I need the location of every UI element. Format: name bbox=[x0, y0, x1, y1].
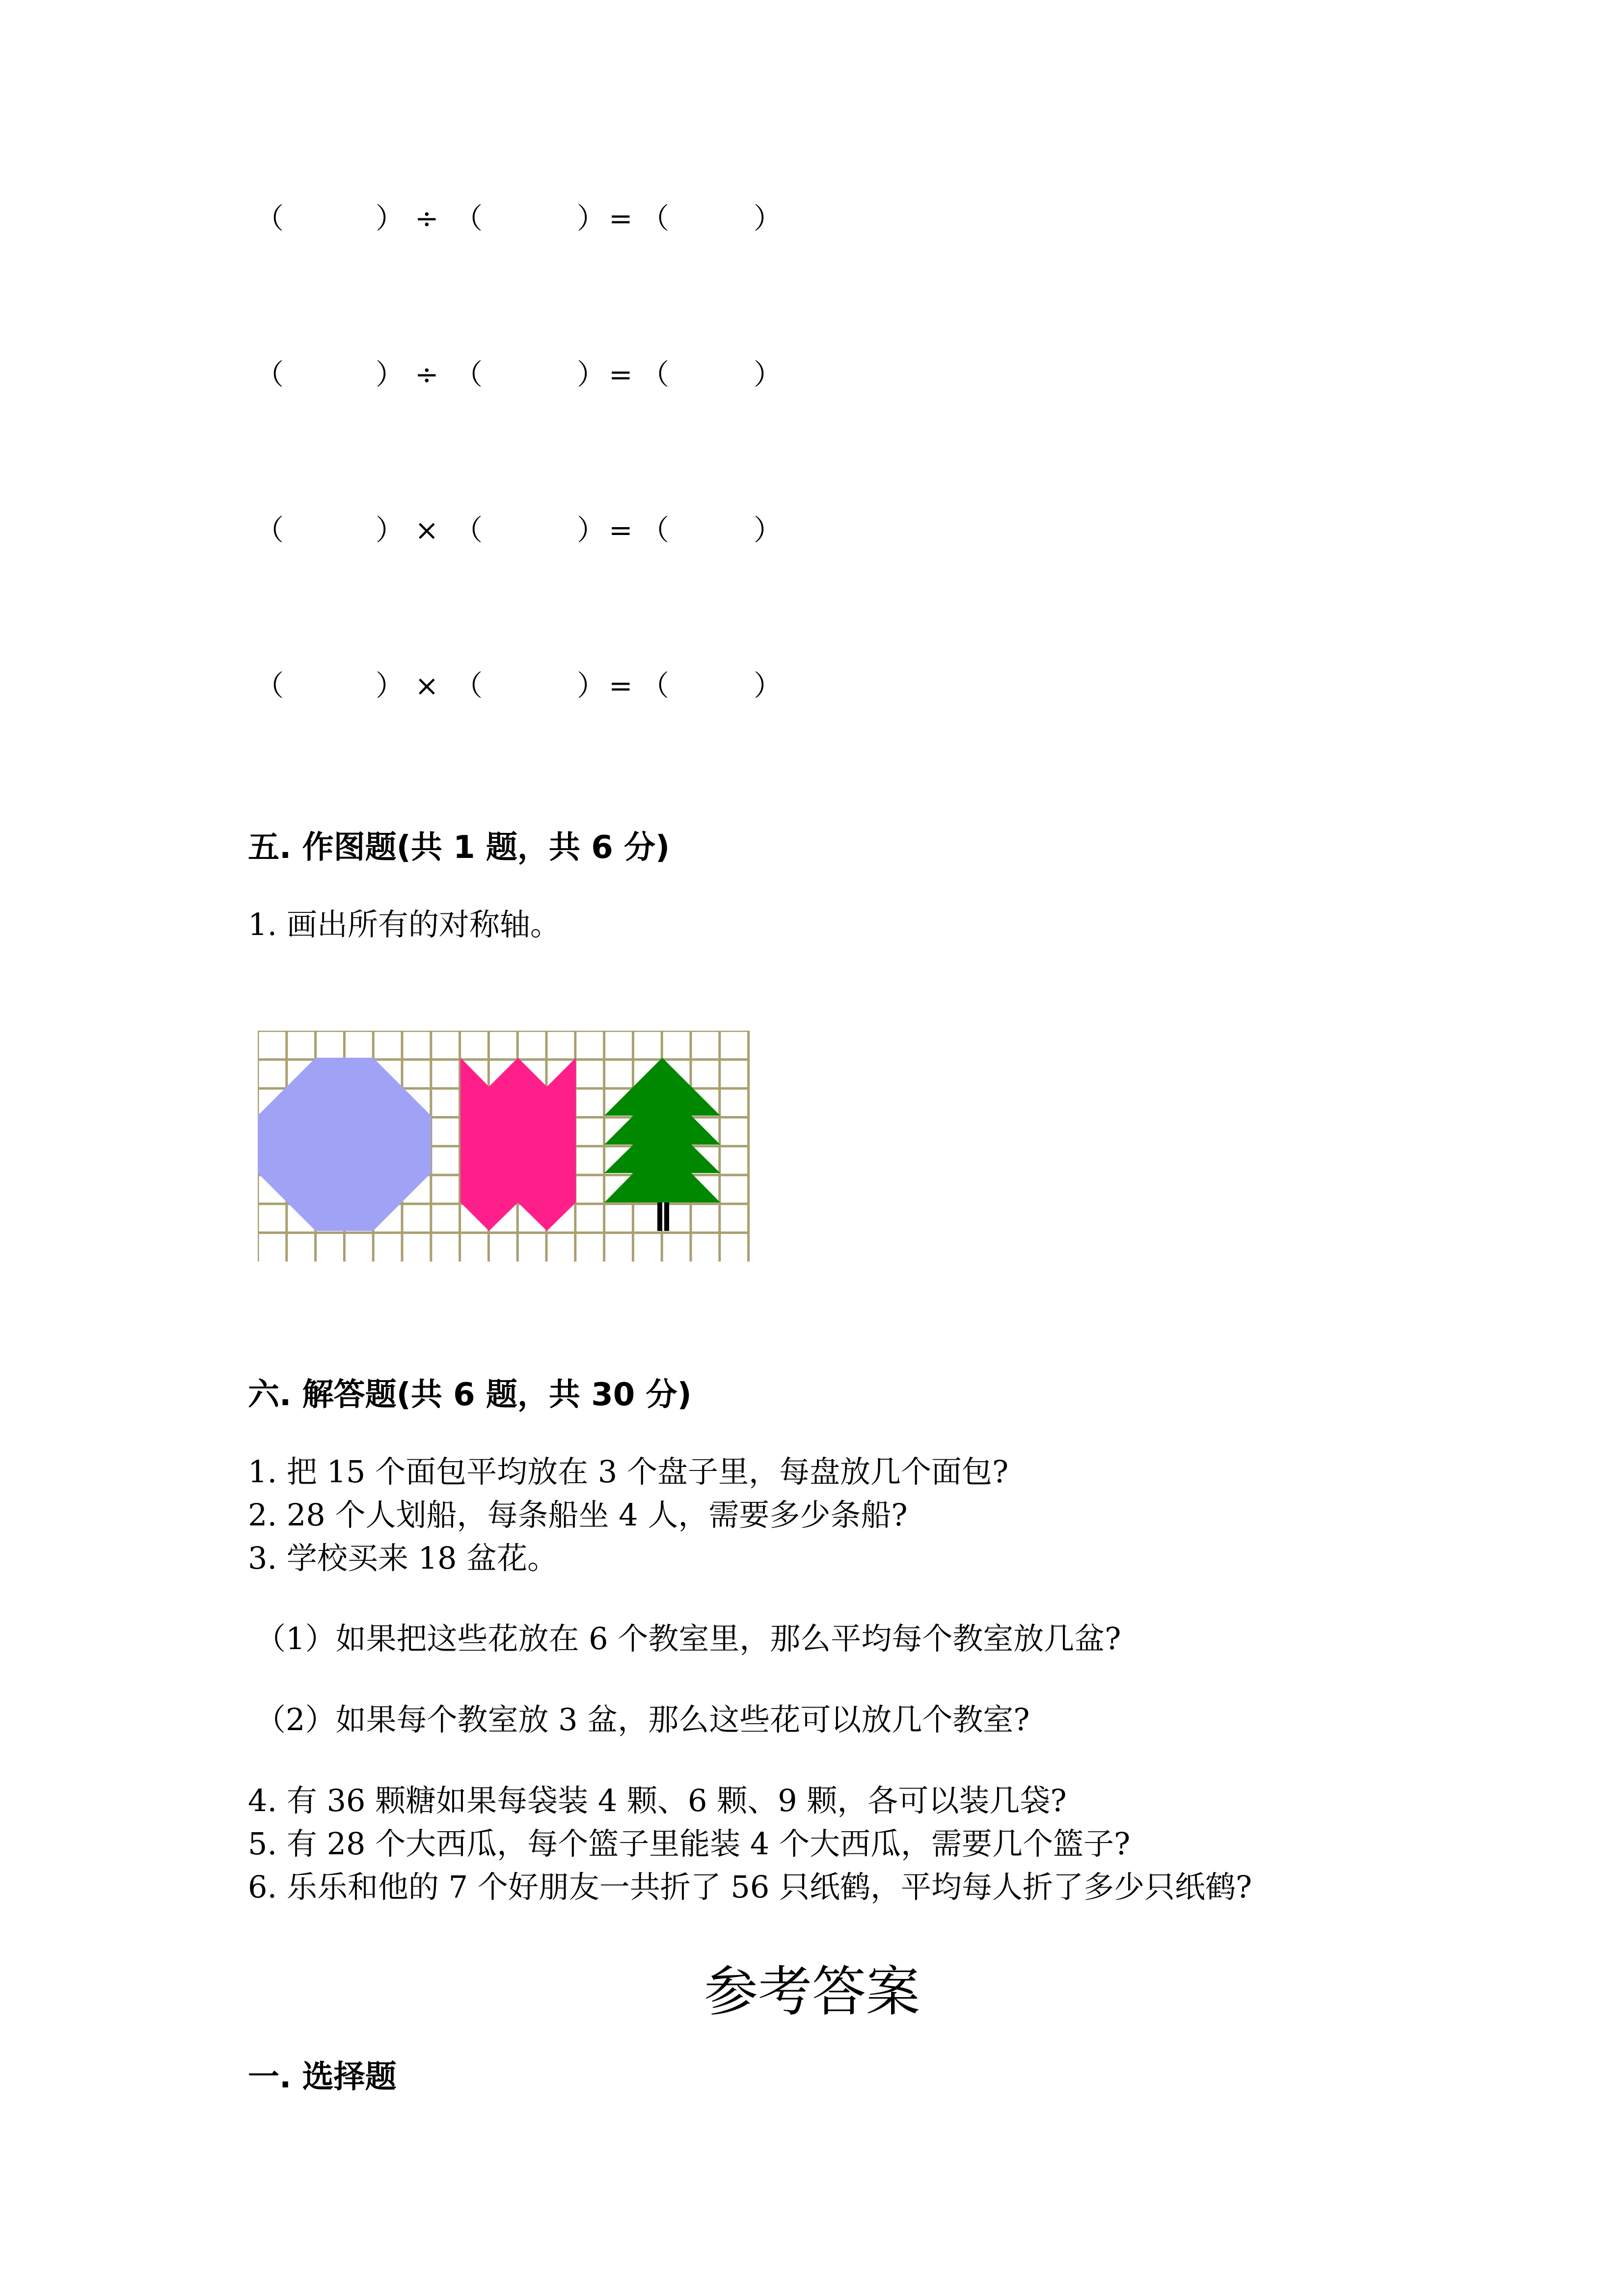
paren-open: （ bbox=[255, 513, 284, 547]
section-6-question-4: 4. 有 36 颗糖如果每袋装 4 颗、6 颗、9 颗，各可以装几袋? bbox=[248, 1783, 1067, 1818]
paren-open: （ bbox=[641, 358, 670, 391]
answers-title: 参考答案 bbox=[704, 1960, 920, 2023]
paren-open: （ bbox=[641, 513, 670, 547]
paren-close: ） bbox=[577, 358, 606, 391]
paren-close: ） bbox=[754, 202, 783, 235]
operator: × bbox=[415, 513, 439, 547]
operator: ÷ bbox=[415, 202, 439, 235]
paren-open: （ bbox=[255, 669, 284, 702]
section-6-question-3-part-2: （2）如果每个教室放 3 盆，那么这些花可以放几个教室? bbox=[255, 1702, 1030, 1737]
section-6-heading: 六. 解答题(共 6 题，共 30 分) bbox=[248, 1377, 692, 1413]
paren-open: （ bbox=[641, 202, 670, 235]
section-6-question-3-part-1: （1）如果把这些花放在 6 个教室里，那么平均每个教室放几盆? bbox=[255, 1621, 1121, 1656]
paren-close: ） bbox=[577, 513, 606, 547]
section-6-question-2: 2. 28 个人划船，每条船坐 4 人，需要多少条船? bbox=[248, 1497, 908, 1533]
paren-close: ） bbox=[577, 202, 606, 235]
paren-close: ） bbox=[376, 513, 405, 547]
paren-open: （ bbox=[255, 358, 284, 391]
paren-close: ） bbox=[376, 669, 405, 702]
answers-section-1-heading: 一. 选择题 bbox=[248, 2059, 397, 2095]
paren-open: （ bbox=[454, 202, 483, 235]
equals: = bbox=[609, 358, 633, 391]
operator: ÷ bbox=[415, 358, 439, 391]
symmetry-figure bbox=[258, 1031, 758, 1271]
operator: × bbox=[415, 669, 439, 702]
section-5-question-1: 1. 画出所有的对称轴。 bbox=[248, 907, 561, 942]
paren-open: （ bbox=[641, 669, 670, 702]
paren-close: ） bbox=[577, 669, 606, 702]
equals: = bbox=[609, 513, 633, 547]
paren-open: （ bbox=[454, 669, 483, 702]
paren-close: ） bbox=[754, 669, 783, 702]
trunk-gap bbox=[662, 1202, 664, 1231]
equals: = bbox=[609, 202, 633, 235]
paren-close: ） bbox=[754, 358, 783, 391]
paren-open: （ bbox=[454, 358, 483, 391]
paren-open: （ bbox=[255, 202, 284, 235]
tree-shape bbox=[604, 1058, 720, 1202]
paren-close: ） bbox=[376, 202, 405, 235]
equals: = bbox=[609, 669, 633, 702]
paren-close: ） bbox=[376, 358, 405, 391]
section-6-question-1: 1. 把 15 个面包平均放在 3 个盘子里，每盘放几个面包? bbox=[248, 1454, 1009, 1490]
section-6-question-3: 3. 学校买来 18 盆花。 bbox=[248, 1540, 558, 1576]
section-6-question-6: 6. 乐乐和他的 7 个好朋友一共折了 56 只纸鹤，平均每人折了多少只纸鹤? bbox=[248, 1869, 1252, 1905]
section-5-heading: 五. 作图题(共 1 题，共 6 分) bbox=[248, 829, 670, 866]
section-6-question-5: 5. 有 28 个大西瓜，每个篮子里能装 4 个大西瓜，需要几个篮子? bbox=[248, 1826, 1131, 1862]
paren-close: ） bbox=[754, 513, 783, 547]
paren-open: （ bbox=[454, 513, 483, 547]
